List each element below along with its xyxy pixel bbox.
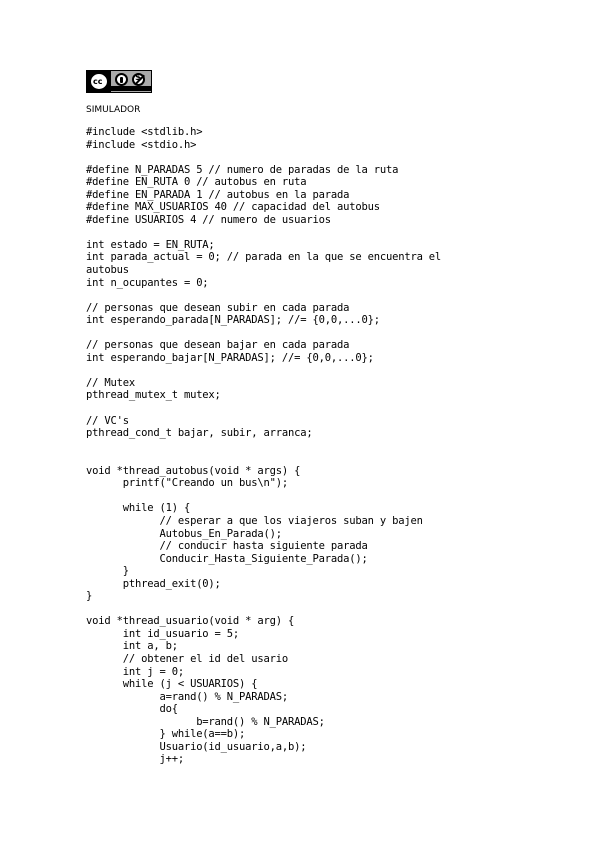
- code-line: #define USUARIOS 4 // numero de usuarios: [86, 213, 331, 226]
- code-line: int parada_actual = 0; // parada en la que se encuentra el: [86, 251, 442, 264]
- code-line: #include <stdio.h>: [86, 138, 197, 151]
- code-line: b=rand() % N_PARADAS;: [86, 715, 325, 728]
- code-line: int esperando_bajar[N_PARADAS]; //= {0,0,...0};: [86, 351, 374, 364]
- code-line: void *thread_usuario(void * arg) {: [86, 615, 295, 628]
- code-line: // personas que desean subir en cada parada: [86, 301, 350, 314]
- code-line: autobus: [86, 264, 129, 277]
- code-line: int estado = EN_RUTA;: [86, 238, 215, 251]
- code-line: #include <stdlib.h>: [86, 126, 203, 138]
- code-line: // esperar a que los viajeros suban y bajen: [86, 514, 423, 527]
- code-line: int id_usuario = 5;: [86, 627, 240, 640]
- code-line: Autobus_En_Parada();: [86, 527, 282, 540]
- code-line: a=rand() % N_PARADAS;: [86, 690, 289, 703]
- code-line: int esperando_parada[N_PARADAS]; //= {0,0,...0};: [86, 314, 380, 327]
- document-title: SIMULADOR: [86, 105, 141, 115]
- code-line: // personas que desean bajar en cada parada: [86, 339, 350, 352]
- code-line: }: [86, 565, 129, 578]
- code-line: int a, b;: [86, 640, 178, 653]
- code-line: int j = 0;: [86, 665, 184, 678]
- cc-icon: cc: [89, 72, 109, 91]
- code-line: #define EN_PARADA 1 // autobus en la parada: [86, 188, 350, 201]
- code-line: // obtener el id del usario: [86, 652, 289, 665]
- code-line: Usuario(id_usuario,a,b);: [86, 740, 307, 753]
- cc-badge-strip: [111, 86, 151, 91]
- code-line: while (1) {: [86, 502, 191, 515]
- code-line: pthread_cond_t bajar, subir, arranca;: [86, 427, 313, 440]
- code-line: printf("Creando un bus\n");: [86, 477, 289, 490]
- code-line: int n_ocupantes = 0;: [86, 276, 209, 289]
- code-line: pthread_mutex_t mutex;: [86, 389, 221, 402]
- code-line: // conducir hasta siguiente parada: [86, 540, 368, 553]
- code-line: Conducir_Hasta_Siguiente_Parada();: [86, 552, 368, 565]
- cc-license-badge: [86, 70, 152, 93]
- code-line: #define EN_RUTA 0 // autobus en ruta: [86, 176, 307, 189]
- by-icon: [115, 73, 128, 86]
- code-line: void *thread_autobus(void * args) {: [86, 464, 301, 477]
- code-line: #define MAX_USUARIOS 40 // capacidad del autobus: [86, 201, 380, 214]
- code-block: [86, 126, 506, 766]
- code-line: // Mutex: [86, 376, 135, 389]
- code-line: pthread_exit(0);: [86, 577, 221, 590]
- nc-icon: [132, 73, 145, 86]
- code-line: } while(a==b);: [86, 728, 246, 741]
- code-line: j++;: [86, 753, 184, 766]
- code-line: do{: [86, 703, 178, 716]
- code-line: // VC's: [86, 414, 129, 427]
- code-line: }: [86, 590, 93, 603]
- code-line: #define N_PARADAS 5 // numero de paradas de la ruta: [86, 163, 399, 176]
- code-line: while (j < USUARIOS) {: [86, 678, 258, 691]
